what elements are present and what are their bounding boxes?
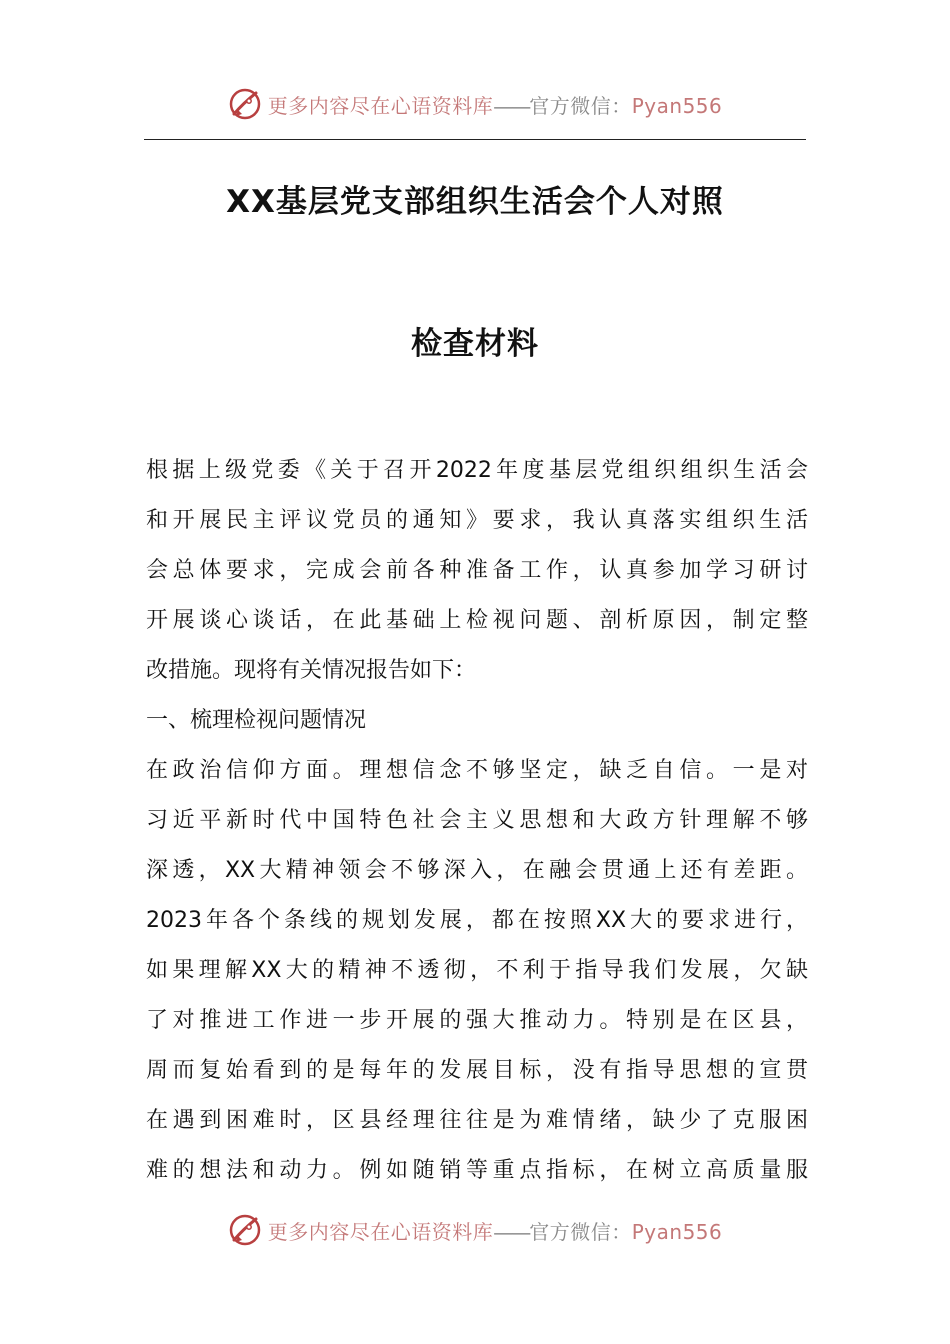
body-line: 如果理解XX大的精神不透彻，不利于指导我们发展，欠缺	[146, 958, 808, 983]
body-line: 根据上级党委《关于召开2022年度基层党组织组织生活会	[146, 458, 808, 483]
document-body	[146, 446, 808, 1196]
body-line: 会总体要求，完成会前各种准备工作，认真参加学习研讨	[146, 558, 808, 583]
body-line: 了对推进工作进一步开展的强大推动力。特别是在区县，	[146, 1008, 808, 1033]
pen-logo-icon	[228, 1213, 262, 1247]
watermark-main: 更多内容尽在心语资料库	[267, 93, 494, 118]
document-title-line-1: XX基层党支部组织生活会个人对照	[226, 184, 724, 220]
watermark-text	[268, 1216, 723, 1245]
body-line: 在遇到困难时，区县经理往往是为难情绪，缺少了克服困	[146, 1108, 808, 1133]
footer-watermark	[0, 1210, 950, 1250]
section-heading: 一、梳理检视问题情况	[146, 708, 367, 733]
document-title-line-2: 检查材料	[411, 326, 539, 362]
body-line: 和开展民主评议党员的通知》要求，我认真落实组织生活	[146, 508, 808, 533]
watermark-label: 官方微信：	[529, 93, 632, 118]
header-rule	[144, 139, 806, 140]
watermark-account: Pyan556	[631, 1219, 723, 1244]
body-line: 在政治信仰方面。理想信念不够坚定，缺乏自信。一是对	[146, 758, 808, 783]
body-line: 2023年各个条线的规划发展，都在按照XX大的要求进行，	[146, 908, 808, 933]
body-line: 开展谈心谈话，在此基础上检视问题、剖析原因，制定整	[146, 608, 808, 633]
watermark-dash: ——	[493, 1219, 530, 1244]
watermark-dash: ——	[493, 93, 530, 118]
watermark-account: Pyan556	[631, 93, 723, 118]
watermark-label: 官方微信：	[529, 1219, 632, 1244]
header-watermark	[0, 84, 950, 124]
watermark-text	[268, 90, 723, 119]
body-line: 周而复始看到的是每年的发展目标，没有指导思想的宣贯	[146, 1058, 808, 1083]
body-line: 改措施。现将有关情况报告如下：	[146, 658, 477, 683]
body-line: 难的想法和动力。例如随销等重点指标，在树立高质量服	[146, 1158, 808, 1183]
body-line: 习近平新时代中国特色社会主义思想和大政方针理解不够	[146, 808, 808, 833]
watermark-main: 更多内容尽在心语资料库	[267, 1219, 494, 1244]
body-line: 深透，XX大精神领会不够深入，在融会贯通上还有差距。	[146, 858, 808, 883]
pen-logo-icon	[228, 87, 262, 121]
